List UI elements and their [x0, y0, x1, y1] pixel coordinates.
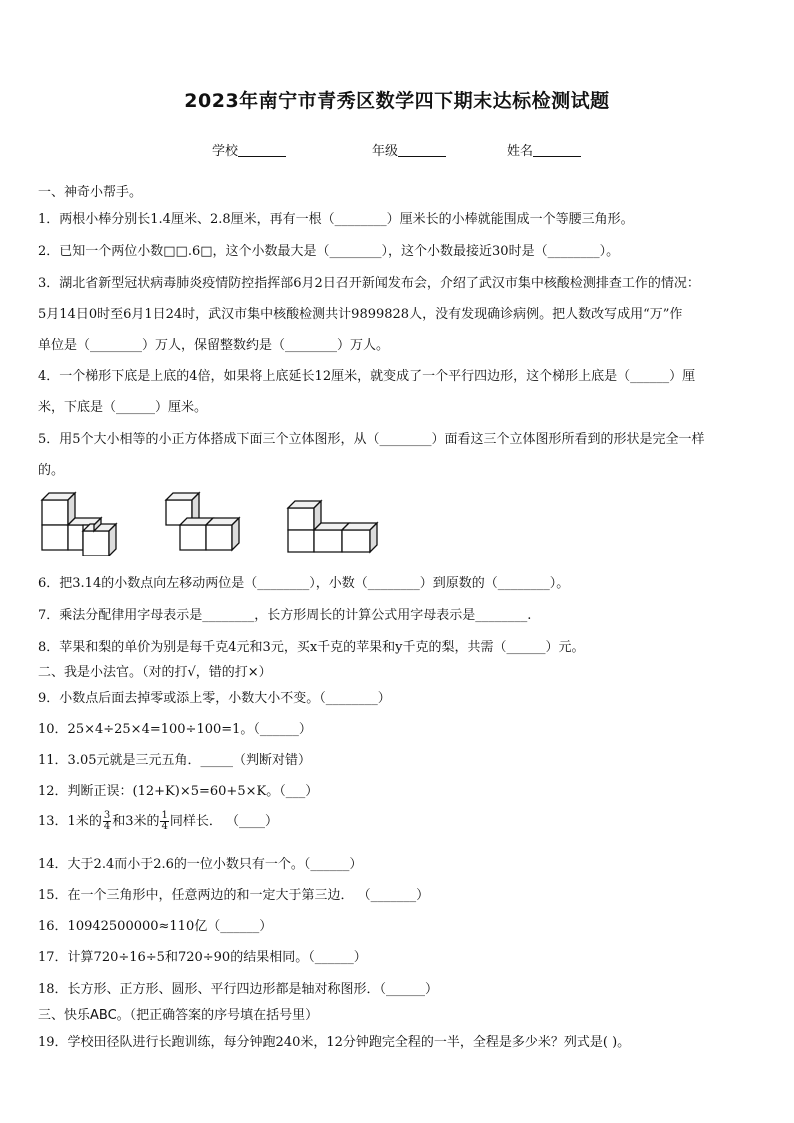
- grade-blank: [398, 143, 446, 157]
- question-18: 18．长方形、正方形、圆形、平行四边形都是轴对称图形．（______）: [38, 982, 439, 997]
- grade-label: 年级: [372, 144, 399, 159]
- grade-field: [372, 140, 446, 159]
- question-5-line-2: 的。: [38, 463, 65, 478]
- question-3-line-3: 单位是（________）万人，保留整数约是（________）万人。: [38, 338, 390, 353]
- question-15: 15．在一个三角形中，任意两边的和一定大于第三边． （_______）: [38, 888, 430, 903]
- cube-figure-3: [288, 501, 377, 552]
- question-14: 14．大于2.4而小于2.6的一位小数只有一个。（______）: [38, 857, 363, 872]
- question-8: 8．苹果和梨的单价为别是每千克4元和3元，买x千克的苹果和y千克的梨，共需（______）元。: [38, 640, 585, 655]
- question-6: 6．把3.14的小数点向左移动两位是（________），小数（________）到原数的（________）。: [38, 576, 570, 591]
- section-3-heading: 三、快乐ABC。（把正确答案的序号填在括号里）: [38, 1008, 319, 1023]
- fraction-three-quarters: $\frac{3}{4}$: [103, 810, 111, 832]
- section-2-heading: 二、我是小法官。（对的打√，错的打×）: [38, 665, 272, 680]
- question-4-line-1: 4．一个梯形下底是上底的4倍，如果将上底延长12厘米，就变成了一个平行四边形，这个梯形上底是（______）厘: [38, 369, 696, 384]
- question-10: 10．25×4÷25×4=100÷100=1。（______）: [38, 722, 312, 737]
- question-17: 17．计算720÷16÷5和720÷90的结果相同。（______）: [38, 950, 367, 965]
- section-1-heading: 一、神奇小帮手。: [38, 185, 143, 200]
- question-13: [38, 810, 758, 832]
- question-5-line-1: 5．用5个大小相等的小正方体搭成下面三个立体图形，从（________）面看这三个立体图形所看到的形状是完全一样: [38, 432, 705, 447]
- question-12: 12．判断正误：(12+K)×5=60+5×K。（___）: [38, 784, 319, 799]
- question-9: 9．小数点后面去掉零或添上零，小数大小不变。（________）: [38, 691, 391, 706]
- question-3-line-2: 5月14日0时至6月1日24时，武汉市集中核酸检测共计9899828人，没有发现确诊病例。把人数改写成用“万”作: [38, 307, 683, 322]
- fraction-one-quarter: $\frac{1}{4}$: [161, 810, 168, 832]
- cube-figure-2: [166, 493, 239, 550]
- school-label: 学校: [212, 144, 239, 159]
- page-title: 2023年南宁市青秀区数学四下期末达标检测试题: [184, 90, 610, 112]
- q13-text-c: 同样长． （____）: [169, 814, 278, 829]
- name-field: [507, 140, 581, 159]
- question-19: 19．学校田径队进行长跑训练，每分钟跑240米，12分钟跑完全程的一半，全程是多少米？列式是( )。: [38, 1035, 631, 1050]
- question-7: 7．乘法分配律用字母表示是________，长方形周长的计算公式用字母表示是________.: [38, 608, 532, 623]
- q13-text-a: 13．1米的: [38, 814, 102, 829]
- question-4-line-2: 米，下底是（______）厘米。: [38, 400, 208, 415]
- school-blank: [238, 143, 286, 157]
- question-2: 2．已知一个两位小数□□.6□，这个小数最大是（________），这个小数最接近30时是（________）。: [38, 244, 620, 259]
- name-blank: [533, 143, 581, 157]
- question-16: 16．10942500000≈110亿（______）: [38, 919, 273, 934]
- school-field: [212, 140, 286, 159]
- question-3-line-1: 3．湖北省新型冠状病毒肺炎疫情防控指挥部6月2日召开新闻发布会，介绍了武汉市集中核酸检测排查工作的情况：: [38, 276, 700, 291]
- name-label: 姓名: [507, 144, 534, 159]
- q13-text-b: 和3米的: [112, 814, 160, 829]
- cube-figures: [38, 486, 398, 556]
- question-1: 1．两根小棒分别长1.4厘米、2.8厘米，再有一根（________）厘米长的小棒就能围成一个等腰三角形。: [38, 212, 634, 227]
- question-11: 11．3.05元就是三元五角．_____（判断对错）: [38, 753, 311, 768]
- cube-figure-1: [42, 493, 116, 556]
